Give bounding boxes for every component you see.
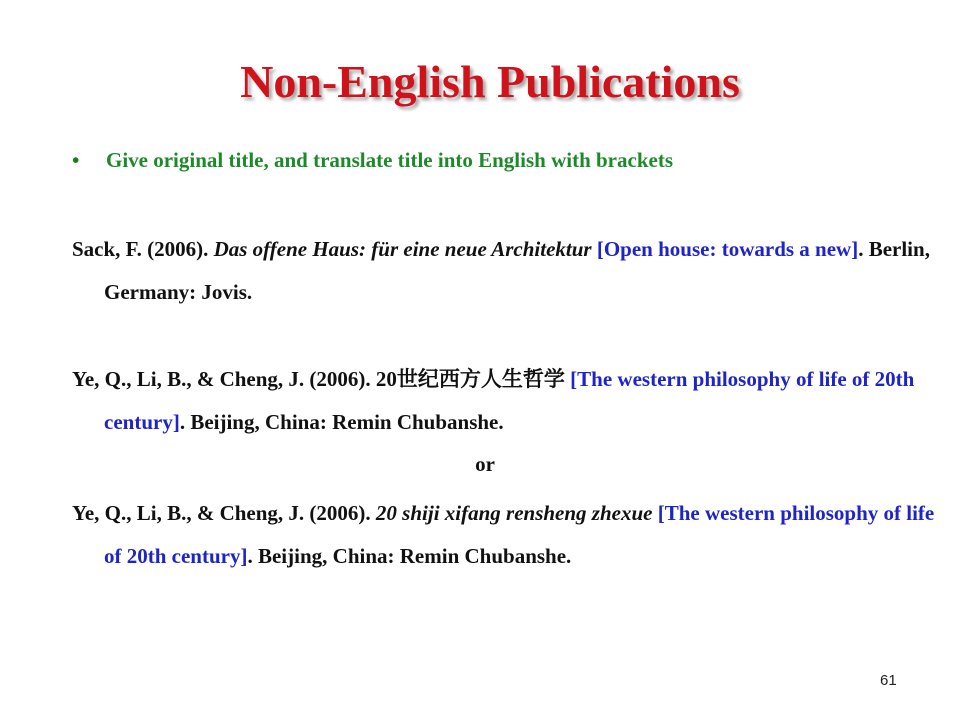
or-divider: or	[475, 452, 495, 476]
ref-publisher: . Berlin, Germany: Jovis.	[104, 237, 930, 304]
reference-sack	[72, 228, 939, 314]
ref-translated-title: [Open house: towards a new]	[596, 237, 859, 261]
instruction-bullet	[72, 146, 673, 174]
ref-authors-year: Ye, Q., Li, B., & Cheng, J. (2006).	[72, 367, 376, 391]
ref-authors-year: Ye, Q., Li, B., & Cheng, J. (2006).	[72, 501, 376, 525]
page-number: 61	[880, 672, 897, 689]
ref-original-title: 20 shiji xifang rensheng zhexue	[375, 501, 653, 525]
bullet-icon: •	[72, 148, 80, 172]
ref-original-title: 世纪西方人生哲学	[396, 367, 565, 391]
reference-ye-chinese	[72, 358, 939, 444]
ref-translated-title: [The western philosophy of life of 20th century]	[104, 367, 915, 434]
ref-translated-title: [The western philosophy of life of 20th century]	[104, 501, 935, 568]
ref-original-title-prefix: 20	[375, 367, 397, 391]
ref-original-title: Das offene Haus: für eine neue Architektur	[213, 237, 592, 261]
bullet-text: Give original title, and translate title into English with brackets	[106, 148, 673, 172]
ref-publisher: . Beijing, China: Remin Chubanshe.	[247, 544, 572, 568]
reference-ye-pinyin	[72, 492, 939, 578]
ref-publisher: . Beijing, China: Remin Chubanshe.	[179, 410, 504, 434]
ref-authors-year: Sack, F. (2006).	[72, 237, 214, 261]
slide-title: Non-English Publications	[240, 56, 740, 107]
